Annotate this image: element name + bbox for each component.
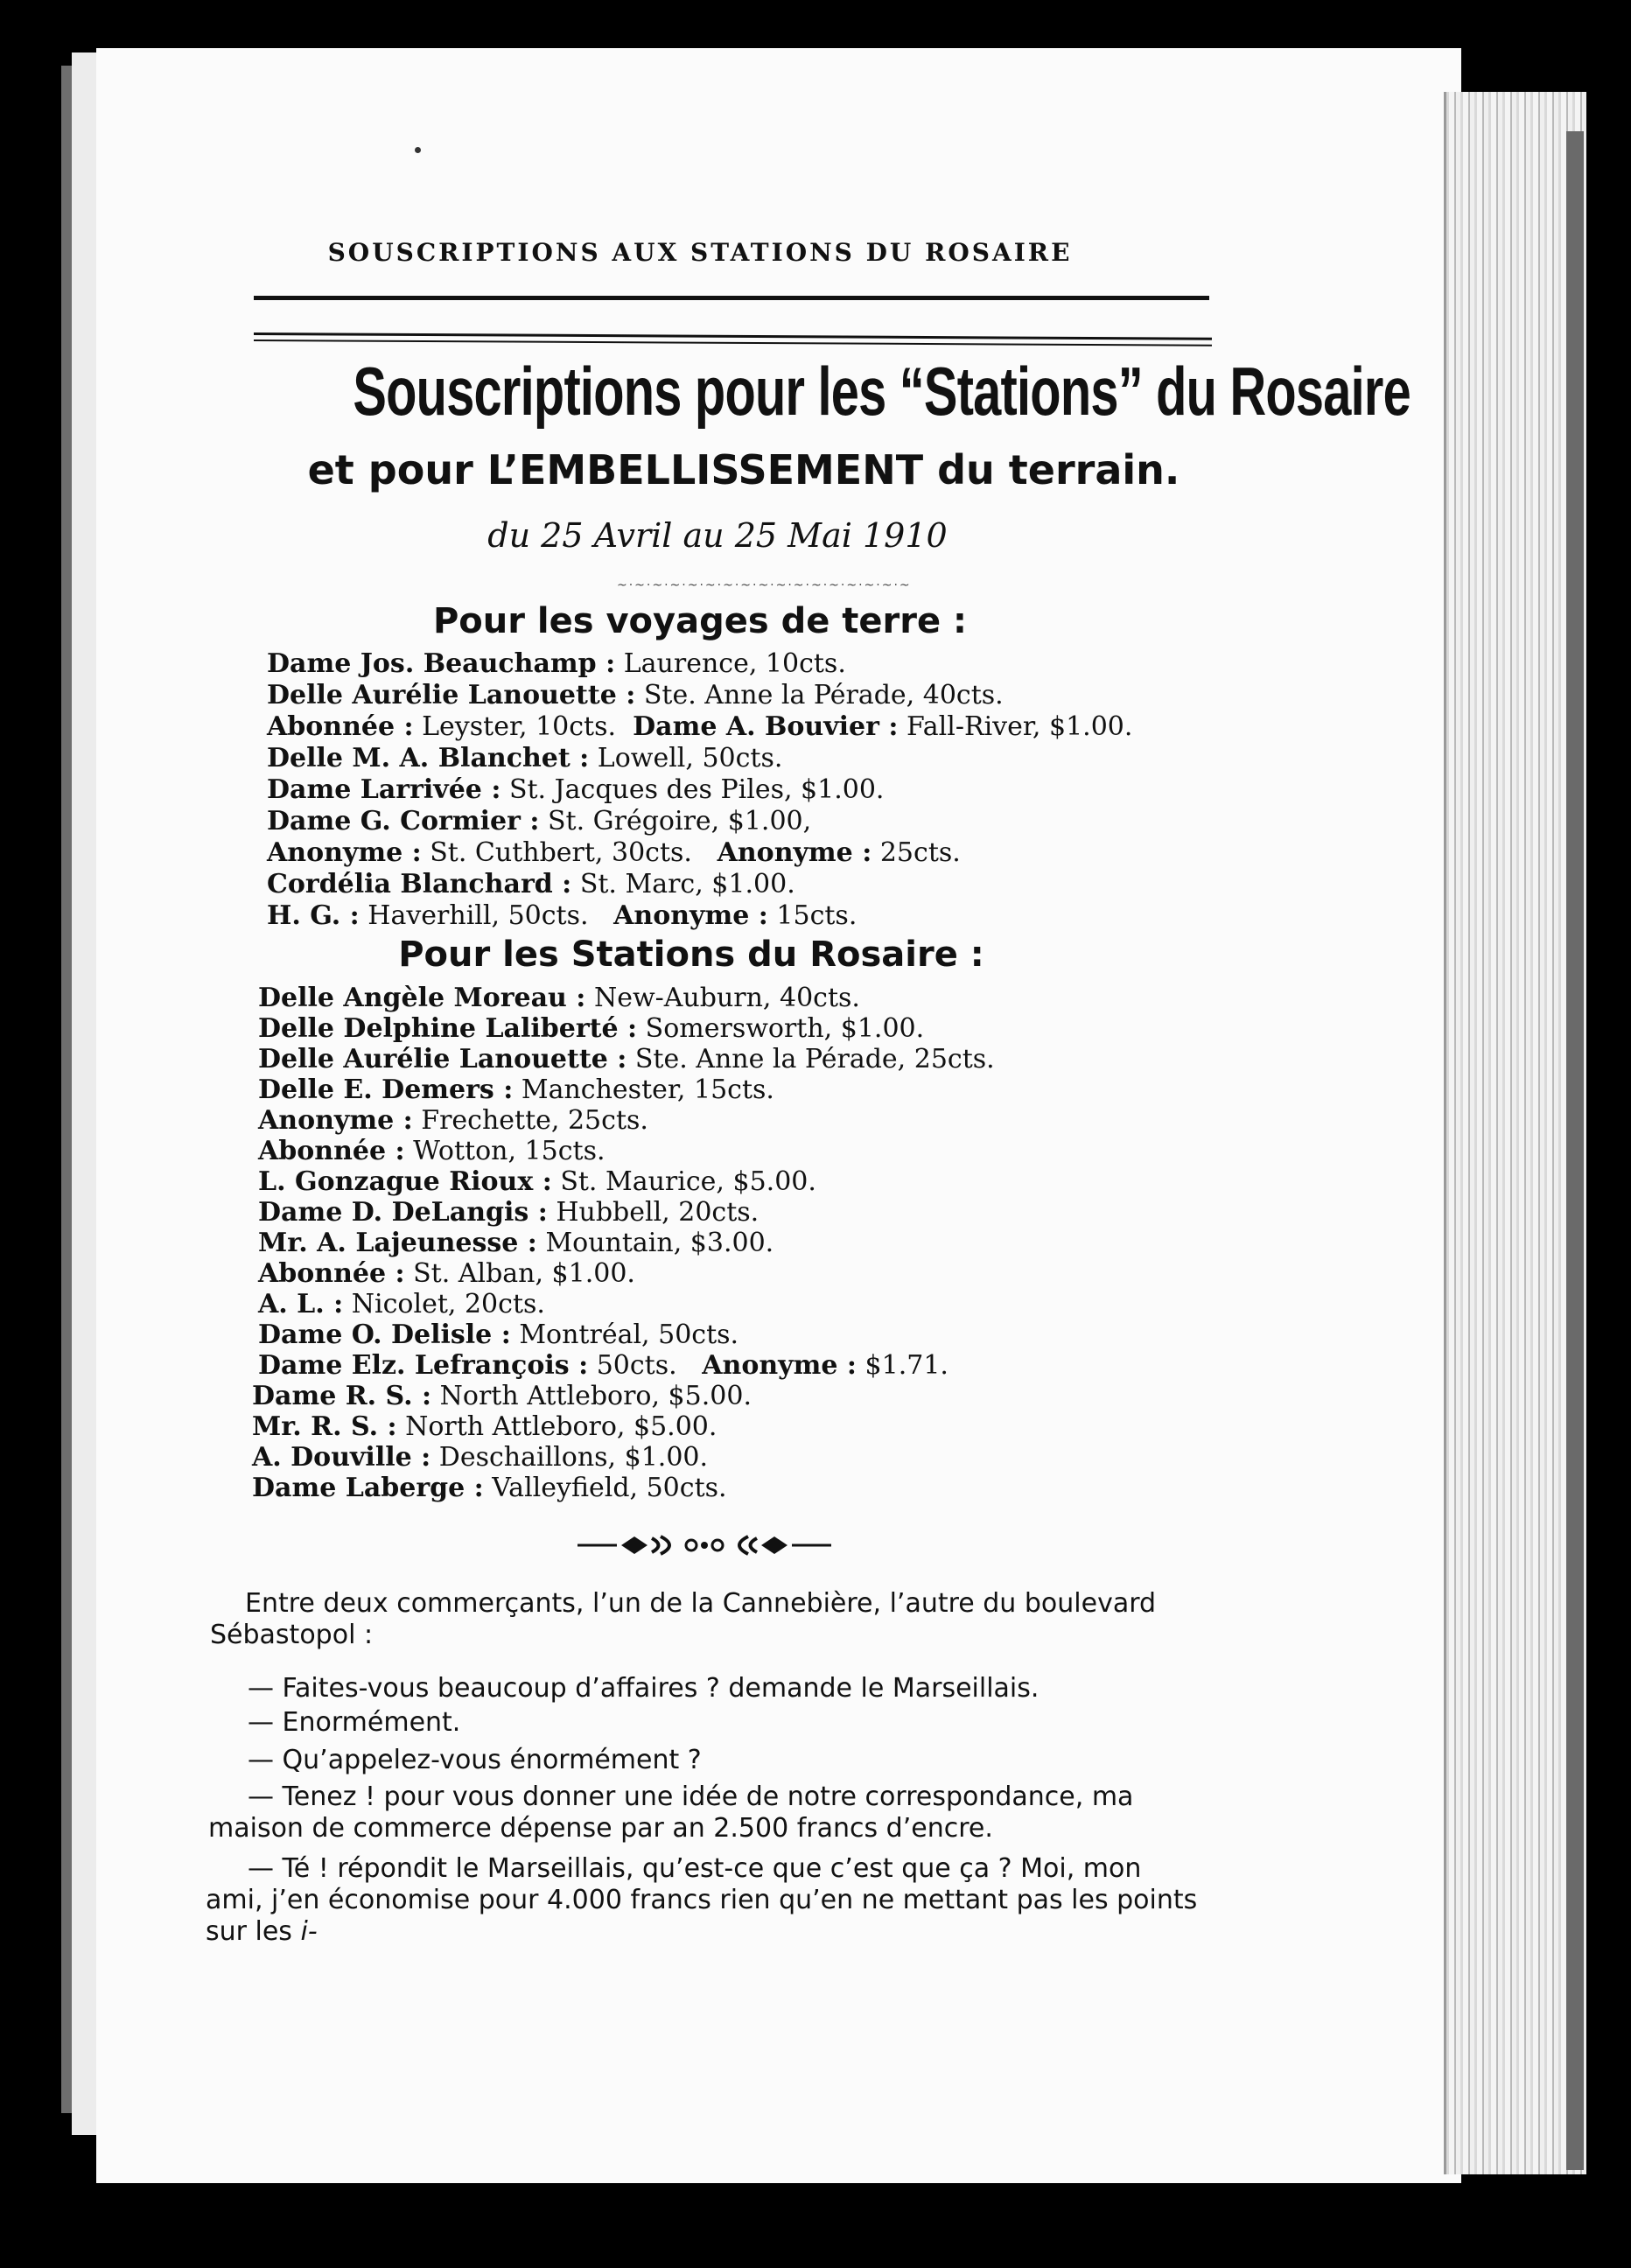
- donor-detail: Nicolet, 20cts.: [351, 1289, 545, 1320]
- donor-name: Dame Elz. Lefrançois :: [258, 1350, 589, 1381]
- list-item: [252, 1473, 727, 1504]
- list-item: [267, 774, 884, 806]
- page-stack-edge: [1444, 92, 1586, 2174]
- donor-detail-2: $1.71.: [864, 1350, 948, 1381]
- donor-detail: Lowell, 50cts.: [597, 743, 783, 774]
- header-rule-thick: [254, 296, 1209, 300]
- list-item: [258, 1350, 948, 1382]
- anecdote-line: maison de commerce dépense par an 2.500 francs d’encre.: [208, 1813, 993, 1844]
- donor-detail: Ste. Anne la Pérade, 25cts.: [634, 1044, 995, 1074]
- list-item: [258, 1228, 774, 1259]
- list-item: [258, 1105, 648, 1137]
- list-item: [258, 1044, 995, 1075]
- donor-detail: Deschaillons, $1.00.: [438, 1442, 709, 1473]
- donor-detail: Frechette, 25cts.: [421, 1105, 648, 1136]
- list-item: [267, 648, 846, 680]
- donor-detail: Somersworth, $1.00.: [645, 1013, 925, 1044]
- page-stack-shadow: [1566, 131, 1584, 2170]
- list-item: [267, 711, 1132, 743]
- anecdote-line: Entre deux commerçants, l’un de la Cannebière, l’autre du boulevard: [245, 1588, 1157, 1619]
- donor-name-2: Anonyme :: [702, 1350, 857, 1381]
- donor-name: Cordélia Blanchard :: [267, 869, 572, 900]
- anecdote-line: — Faites-vous beaucoup d’affaires ? demande le Marseillais.: [248, 1673, 1040, 1704]
- donor-name: Abonnée :: [258, 1258, 405, 1289]
- donor-detail: St. Alban, $1.00.: [413, 1258, 635, 1289]
- list-item: [258, 1197, 759, 1228]
- anecdote-line: — Qu’appelez-vous énormément ?: [248, 1745, 702, 1775]
- donor-name-2: Anonyme :: [613, 900, 768, 931]
- donor-name: Dame Jos. Beauchamp :: [267, 648, 616, 679]
- donor-detail: St. Grégoire, $1.00,: [547, 806, 812, 836]
- donor-name: Abonnée :: [258, 1136, 405, 1166]
- donor-name: Mr. A. Lajeunesse :: [258, 1228, 537, 1258]
- anecdote-text: sur les: [206, 1916, 292, 1947]
- list-item: [258, 983, 860, 1014]
- donor-detail: Mountain, $3.00.: [545, 1228, 774, 1258]
- donor-detail: St. Cuthbert, 30cts.: [430, 837, 692, 868]
- donor-detail: 50cts.: [596, 1350, 677, 1381]
- donor-name: Delle Aurélie Lanouette :: [267, 680, 636, 710]
- list-item: [258, 1013, 924, 1045]
- donor-name: Dame O. Delisle :: [258, 1320, 511, 1350]
- donor-detail: St. Maurice, $5.00.: [560, 1166, 816, 1197]
- donor-name: Mr. R. S. :: [252, 1411, 397, 1442]
- donor-detail: Wotton, 15cts.: [413, 1136, 606, 1166]
- section-heading-voyages: Pour les voyages de terre :: [432, 601, 968, 641]
- anecdote-line: — Enormément.: [248, 1707, 461, 1738]
- donor-detail: New-Auburn, 40cts.: [593, 983, 860, 1013]
- list-item: [252, 1381, 752, 1412]
- donor-detail: Laurence, 10cts.: [623, 648, 846, 679]
- donor-detail: Ste. Anne la Pérade, 40cts.: [643, 680, 1004, 710]
- donor-name: Delle Delphine Laliberté :: [258, 1013, 638, 1044]
- donor-name-2: Dame A. Bouvier :: [633, 711, 899, 742]
- donor-detail: St. Jacques des Piles, $1.00.: [508, 774, 885, 805]
- anecdote-line: — Tenez ! pour vous donner une idée de notre correspondance, ma: [248, 1782, 1134, 1812]
- list-item: [258, 1289, 545, 1320]
- list-item: [258, 1258, 635, 1290]
- donor-name: Delle Angèle Moreau :: [258, 983, 586, 1013]
- small-ornament-divider: ~·~·~·~·~·~·~·~·~·~·~·~·~·~·~·~·~: [617, 578, 912, 592]
- list-item: [258, 1166, 816, 1198]
- page-title: Souscriptions pour les “Stations” du Rosaire: [353, 353, 1411, 430]
- donor-detail-2: Fall-River, $1.00.: [906, 711, 1133, 742]
- list-item: [258, 1074, 774, 1106]
- list-item: [258, 1320, 738, 1351]
- donor-name: A. Douville :: [252, 1442, 431, 1473]
- donor-name: Delle E. Demers :: [258, 1074, 514, 1105]
- date-range: du 25 Avril au 25 Mai 1910: [487, 516, 948, 555]
- donor-name: Anonyme :: [258, 1105, 413, 1136]
- anecdote-line: — Té ! répondit le Marseillais, qu’est-ce que c’est que ça ? Moi, mon: [248, 1853, 1142, 1884]
- donor-name: Dame G. Cormier :: [267, 806, 540, 836]
- donor-detail: North Attleboro, $5.00.: [405, 1411, 718, 1442]
- list-item: [267, 743, 782, 774]
- donor-detail: Leyster, 10cts.: [422, 711, 617, 742]
- donor-name: Dame Laberge :: [252, 1473, 484, 1503]
- ink-speck: [415, 147, 421, 153]
- donor-name: H. G. :: [267, 900, 360, 931]
- running-head: SOUSCRIPTIONS AUX STATIONS DU ROSAIRE: [327, 238, 1073, 267]
- list-item: [258, 1136, 606, 1167]
- donor-detail: Manchester, 15cts.: [521, 1074, 774, 1105]
- donor-name: Dame Larrivée :: [267, 774, 501, 805]
- donor-name: Abonnée :: [267, 711, 414, 742]
- book-spine-edge: [61, 66, 72, 2113]
- anecdote-line: ami, j’en économise pour 4.000 francs rien qu’en ne mettant pas les points: [206, 1885, 1198, 1915]
- list-item: [267, 680, 1004, 711]
- donor-detail-2: 15cts.: [776, 900, 858, 931]
- donor-name: A. L. :: [258, 1289, 344, 1320]
- donor-name: Anonyme :: [267, 837, 422, 868]
- donor-detail: St. Marc, $1.00.: [579, 869, 795, 900]
- list-item: [252, 1411, 717, 1443]
- donor-detail-2: 25cts.: [879, 837, 961, 868]
- list-item: [252, 1442, 708, 1474]
- donor-name: Dame D. DeLangis :: [258, 1197, 548, 1228]
- anecdote-italic: i-: [300, 1916, 318, 1947]
- donor-name: Dame R. S. :: [252, 1381, 432, 1411]
- donor-detail: Montréal, 50cts.: [519, 1320, 739, 1350]
- donor-name-2: Anonyme :: [717, 837, 872, 868]
- donor-name: Delle Aurélie Lanouette :: [258, 1044, 627, 1074]
- gutter-shadow: [72, 52, 98, 2135]
- donor-detail: Valleyfield, 50cts.: [492, 1473, 727, 1503]
- anecdote-line: Sébastopol :: [210, 1620, 374, 1650]
- section-heading-stations: Pour les Stations du Rosaire :: [398, 934, 984, 975]
- ornament-divider-icon: [573, 1528, 836, 1563]
- donor-name: L. Gonzague Rioux :: [258, 1166, 552, 1197]
- donor-detail: North Attleboro, $5.00.: [439, 1381, 752, 1411]
- list-item: [267, 869, 795, 900]
- page-subtitle: et pour L’EMBELLISSEMENT du terrain.: [307, 446, 1180, 494]
- donor-name: Delle M. A. Blanchet :: [267, 743, 590, 774]
- donor-detail: Hubbell, 20cts.: [556, 1197, 760, 1228]
- list-item: [267, 806, 811, 837]
- list-item: [267, 900, 857, 932]
- donor-detail: Haverhill, 50cts.: [368, 900, 589, 931]
- list-item: [267, 837, 961, 869]
- anecdote-line-last: [206, 1916, 318, 1948]
